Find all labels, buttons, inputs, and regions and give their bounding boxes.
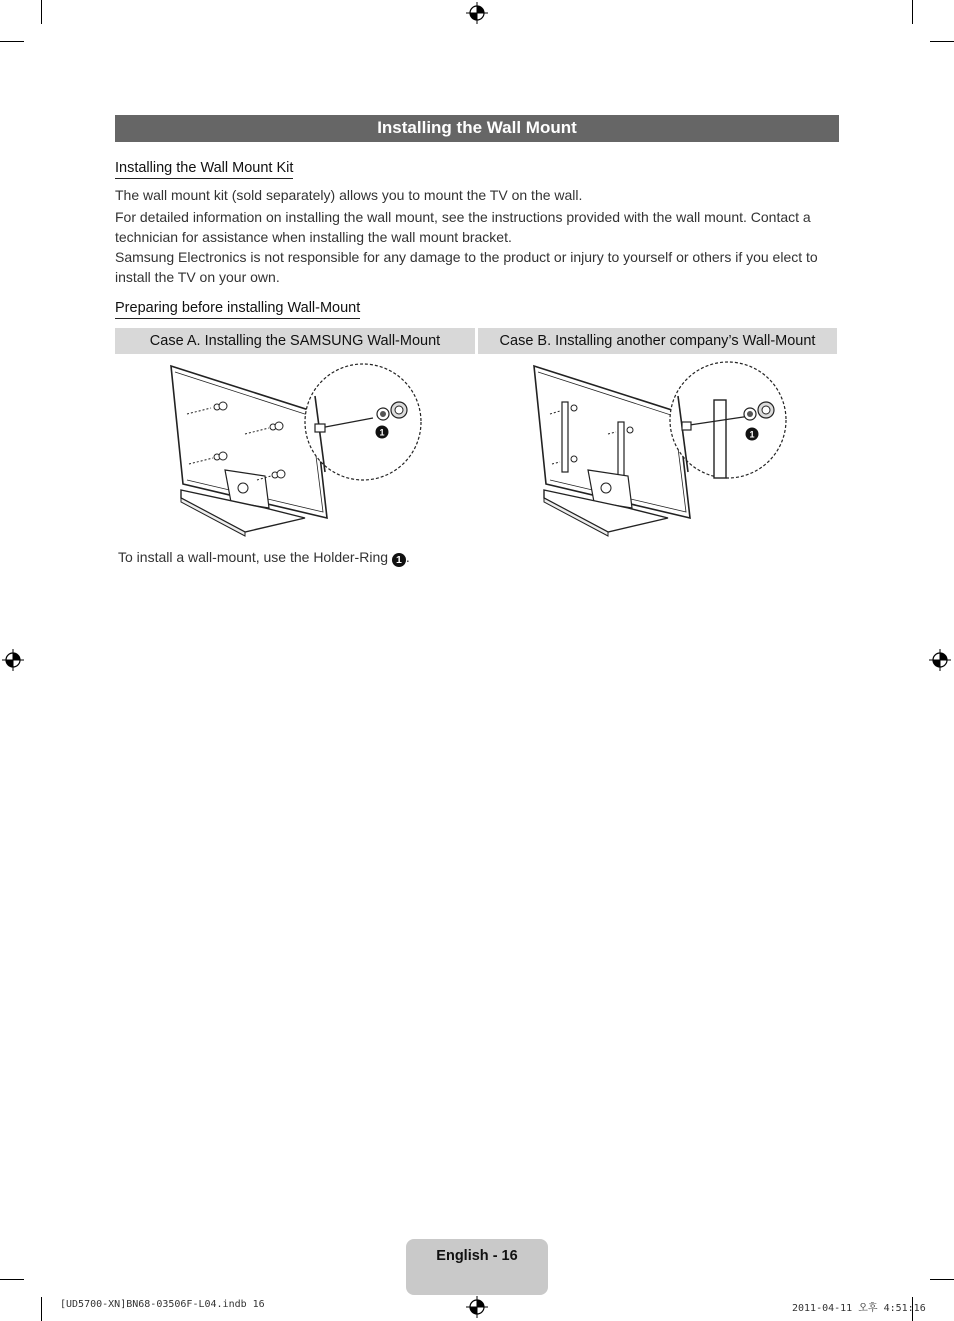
- page-number-tab: English - 16: [406, 1239, 548, 1295]
- caption-number-badge: 1: [392, 553, 406, 567]
- registration-mark-icon: [466, 2, 488, 24]
- subsection-heading-kit: Installing the Wall Mount Kit: [115, 159, 293, 179]
- case-a-illustration: [165, 360, 430, 540]
- crop-mark: [41, 0, 42, 24]
- holder-ring-caption: [118, 547, 410, 567]
- crop-mark: [0, 41, 24, 42]
- paragraph-kit-disclaimer: Samsung Electronics is not responsible for any damage to the product or injury to yourself or others if you elect to install the TV on your own.: [115, 249, 818, 285]
- crop-mark: [41, 1297, 42, 1321]
- crop-mark: [930, 41, 954, 42]
- footer-timestamp: 2011-04-11 오후 4:51:16: [792, 1303, 926, 1314]
- caption-text: To install a wall-mount, use the Holder-Ring: [118, 549, 389, 565]
- case-b-header: Case B. Installing another company’s Wall-Mount: [478, 328, 837, 354]
- registration-mark-icon: [929, 649, 951, 671]
- caption-end: .: [405, 549, 410, 565]
- registration-mark-icon: [2, 649, 24, 671]
- subsection-heading-preparing: Preparing before installing Wall-Mount: [115, 299, 360, 319]
- footer-filename: [UD5700-XN]BN68-03506F-L04.indb 16: [60, 1299, 265, 1310]
- case-a-header: Case A. Installing the SAMSUNG Wall-Mount: [115, 328, 475, 354]
- case-b-illustration: [528, 360, 793, 540]
- crop-mark: [930, 1279, 954, 1280]
- paragraph-kit-intro: The wall mount kit (sold separately) allows you to mount the TV on the wall.: [115, 187, 583, 203]
- callout-number-b: 1: [749, 429, 755, 440]
- registration-mark-icon: [466, 1296, 488, 1318]
- section-title: Installing the Wall Mount: [115, 115, 839, 142]
- crop-mark: [0, 1279, 24, 1280]
- crop-mark: [912, 0, 913, 24]
- callout-number-a: 1: [379, 427, 385, 438]
- paragraph-kit-details: For detailed information on installing the wall mount, see the instructions provided with the wall mount. Contact a technician for assistance when installing the wall mount bracket.: [115, 209, 811, 245]
